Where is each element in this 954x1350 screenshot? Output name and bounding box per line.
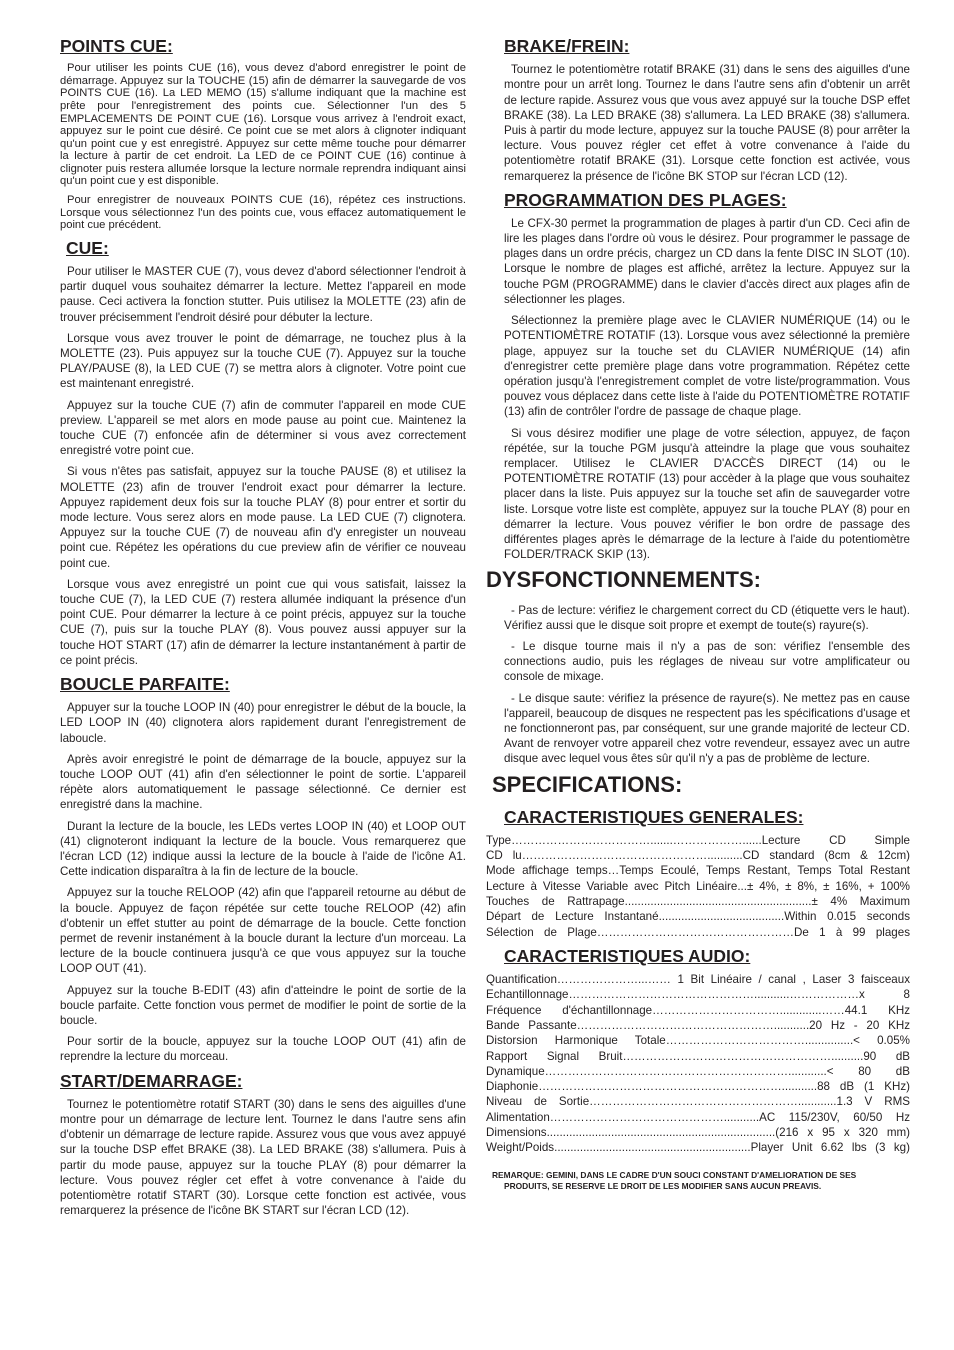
start-heading: START/DEMARRAGE: <box>60 1070 243 1091</box>
spec-row: CD lu…………………………………………...........CD standard (8cm & 12cm) <box>486 849 910 863</box>
brake-section <box>486 36 910 184</box>
paragraph: Pour utiliser les points CUE (16), vous devez d'abord enregistrer le point de démarrage. Appuyez sur la TOUCHE (15) afin de démarrer la sauvegarde de vos POINTS CUE (16). La LED MEMO (15) s'allume indiquant que la machine est prête pour l'enregistrement des points cue. Sélectionner l'un des 5 EMPLACEMENTS DE POINT CUE (16). Lorsque vous arrivez à l'endroit exact, appuyez sur le point cue désiré. Ce point cue se met alors à clignoter indiquant qu'un point cue y est enregistré. Appuyez sur cette même touche pour démarrer la lecture à partir de cet endroit. La LED de ce POINT CUE (16) continue à clignoter puis restera allumée lorsque la lecture normale reprendra indiquant ainsi qu'un point cue y est disponible. <box>60 62 466 188</box>
paragraph: Après avoir enregistré le point de démarrage de la boucle, appuyez sur la touche LOOP OUT (41) afin d'en sélectionner le point de sortie. L'appareil répète alors automatiquement le passage sélectionné. Ce dernier est enregistré dans la machine. <box>60 752 466 812</box>
start-section <box>60 1071 466 1219</box>
spec-row: Weight/Poids.............................................................Player Unit 6.62 lbs (3 kg) <box>486 1141 910 1155</box>
spec-row: Dynamique………………………………………………………............< 80 dB <box>486 1064 910 1078</box>
spec-row: Mode affichage temps…Temps Ecoulé, Temps Restant, Temps Total Restant <box>486 864 910 878</box>
paragraph: Pour utiliser le MASTER CUE (7), vous devez d'abord sélectionner l'endroit à partir duquel vous souhaitez démarrer la lecture. Mettez l'appareil en mode pause. Ceci activera la fonction stutter. Puis utilisez la MOLETTE (23) afin de trouver précisemment l'endroit désiré pour débuter la lecture. <box>60 264 466 324</box>
spec-row: Dimensions.......................................................................(216 x 95 x 320 mm) <box>486 1126 910 1140</box>
points-cue-section <box>60 36 466 232</box>
paragraph: Tournez le potentiomètre rotatif BRAKE (31) dans le sens des aiguilles d'une montre pour un arrêt long. Tournez le dans l'autre sens afin d'obtenir un arrêt de lecture rapide. Assurez vous que vous avez appuyé sur la touche DSP effet BRAKE (38). La LED BRAKE (38) s'allumera. La LED BRAKE (38) s'allumera. Puis à partir du mode lecture, appuyez sur la touche PAUSE (8) pour arrêter la lecture. Vous pouvez régler cet effet à votre convenance à l'aide du potentiomètre rotatif BRAKE (31). Lorsque cette fonction est activée, vous remarquerez la présence de l'icône BK STOP sur l'écran LCD (12). <box>504 63 910 183</box>
paragraph: Si vous n'êtes pas satisfait, appuyez sur la touche PAUSE (8) et utilisez la MOLETTE (23) afin de trouver l'endroit exact pour démarrer la lecture. Appuyez rapidement deux fois sur la touche PLAY (8) pour entrer et sortir du mode lecture. Vous serez alors en mode pause. La LED CUE (7) clignotera. Appuyez sur la touche CUE (7) de nouveau afin d'y enregister un nouveau point cue. Répétez les opérations du cue preview afin de vérifier ce nouveau point cue. <box>60 465 466 570</box>
spec-row: Fréquence d'échantillonnage…………………………….............……44.1 KHz <box>486 1003 910 1017</box>
paragraph: Durant la lecture de la boucle, les LEDs vertes LOOP IN (40) et LOOP OUT (41) clignoteront indiquant la lecture de la boucle. Vous remarquerez que l'écran LCD (12) indique aussi la lecture de la boucle à l'aide de l'icône A1. Cette indication disparaîtra à la fin de lecture de la boucle. <box>60 819 466 879</box>
boucle-heading: BOUCLE PARFAITE: <box>60 674 230 695</box>
spec-section <box>486 773 910 1192</box>
paragraph: Lorsque vous avez trouver le point de démarrage, ne touchez plus à la MOLETTE (23). Puis appuyez sur la touche CUE (7). Appuyez sur la touche PLAY/PAUSE (8), la LED CUE (7) se mettra alors à clignoter. Votre point cue est maintenant enregistré. <box>60 331 466 391</box>
paragraph: - Pas de lecture: vérifiez le chargement correct du CD (étiquette vers le haut). Vérifiez aussi que le disque soit propre et exempt de toute(s) rayure(s). <box>504 603 910 632</box>
right-column <box>486 36 910 1198</box>
paragraph: Pour sortir de la boucle, appuyez sur la touche LOOP OUT (41) afin de reprendre la lecture du morceau. <box>60 1035 466 1064</box>
prog-heading: PROGRAMMATION DES PLAGES: <box>504 189 787 210</box>
remark-note <box>486 1170 910 1192</box>
spec-row: Rapport Signal Bruit………………………………………………..........90 dB <box>486 1049 910 1063</box>
spec-row: Lecture à Vitesse Variable avec Pitch Linéaire...± 4%, ± 8%, ± 16%, + 100% <box>486 879 910 893</box>
paragraph: - Le disque tourne mais il n'y a pas de son: vérifiez l'ensemble des connections audio, puis les réglages de niveau sur votre amplificateur ou console de mixage. <box>504 639 910 684</box>
paragraph: Tournez le potentiomètre rotatif START (30) dans le sens des aiguilles d'une montre pour un démarrage de lecture lent. Tournez le dans l'autre sens afin d'obtenir un démarrage de lecture rapide. Assurez vous que vous avez appuyé sur la touche DSP effet BRAKE (38). La LED BRAKE (38) s'allumera. Puis à partir du mode pause, appuyez sur la touche PLAY (8) pour démarrer la lecture. Vous pouvez régler cet effet à votre convenance à l'aide du potentiomètre rotatif START (30). Lorsque cette fonction est activée, vous remarquerez la présence de l'icône BK START sur l'écran LCD (12). <box>60 1097 466 1218</box>
spec-row: Départ de Lecture Instantané.......................................Within 0.015 seconds <box>486 910 910 924</box>
spec-row: Distorsion Harmonique Totale………………………………...............< 0.05% <box>486 1034 910 1048</box>
paragraph: Si vous désirez modifier une plage de votre sélection, appuyez, de façon répétée, sur la touche PGM jusqu'à atteindre la plage que vous souhaitez remplacer. Utilisez le CLAVIER D'ACCÈS DIRECT (14) ou le POTENTIOMÈTRE ROTATIF (13) pour accèder à la plage que vous souhaitez placer dans la liste. Puis appuyez sur la touche set afin de sauvegarder votre liste. Lorsque votre liste est complète, appuyez sur la touche PLAY (8) pour en démarrer la lecture. Vous pouvez vérifier le bon ordre de passage des différentes plages après le démarrage de la lecture à l'aide du potentiomètre FOLDER/TRACK SKIP (13). <box>504 426 910 562</box>
left-column <box>60 36 466 1224</box>
spec-row: Type……………………………….......………………......Lecture CD Simple <box>486 833 910 847</box>
cue-section <box>60 238 466 668</box>
prog-section <box>486 190 910 563</box>
paragraph: Appuyez sur la touche CUE (7) afin de commuter l'appareil en mode CUE preview. L'appareil se met alors en mode pause au point cue. Maintenez la touche CUE (7) enfoncée afin de déterminer si vous avez correctement enregistré votre point cue. <box>60 398 466 458</box>
paragraph: Appuyer sur la touche LOOP IN (40) pour enregistrer le début de la boucle, la LED LOOP IN (40) clignotera alors rapidement durant l'enregistrement de laboucle. <box>60 701 466 745</box>
paragraph: Sélectionnez la première plage avec le CLAVIER NUMÉRIQUE (14) ou le POTENTIOMÈTRE ROTATIF (13). Lorsque vous avez sélectionné la première plage, appuyez sur la touche set du CLAVIER NUMÉRIQUE (14) afin d'enregistrer cette première plage dans votre programmation. Répétez cette opération jusqu'à l'enregistrement complet de votre liste/programmation. Vous pouvez vous déplacez dans cette liste à l'aide du POTENTIOMÈTRE ROTATIF (13) afin de contrôler l'ordre de passage de chaque plage. <box>504 314 910 419</box>
paragraph: - Le disque saute: vérifiez la présence de rayure(s). Ne mettez pas en cause l'appareil, beaucoup de disques ne respectent pas les spécifications d'usage et ne fonctionneront pas, par conséquent, sur une grande majorité de lecteur CD. Avant de renvoyer votre appareil chez votre revendeur, essayez avec un autre disque avec lequel vous êtes sûr qu'il n'y a pas de problème de lecture. <box>504 691 910 766</box>
paragraph: Pour enregistrer de nouveaux POINTS CUE (16), répétez ces instructions. Lorsque vous sélectionnez l'un des points cue, vous effacez automatiquement le point cue précédent. <box>60 194 466 232</box>
spec-row: Alimentation………………………………………...........AC 115/230V, 60/50 Hz <box>486 1110 910 1124</box>
spec-row: Diaphonie………………………………………………………...........88 dB (1 KHz) <box>486 1080 910 1094</box>
dys-heading: DYSFONCTIONNEMENTS: <box>486 567 761 593</box>
audio-spec-list <box>486 972 910 1156</box>
spec-row: Niveau de Sortie………………………………………………............1.3 V RMS <box>486 1095 910 1109</box>
boucle-section <box>60 674 466 1065</box>
points-cue-heading: POINTS CUE: <box>60 36 173 56</box>
audio-heading: CARACTERISTIQUES AUDIO: <box>504 945 751 966</box>
dys-section <box>486 568 910 766</box>
spec-heading: SPECIFICATIONS: <box>492 771 683 797</box>
spec-row: Quantification…………………...…… 1 Bit Linéaire / canal , Laser 3 faisceaux <box>486 973 910 987</box>
remark-line-2: PRODUITS, SE RESERVE LE DROIT DE LES MODIFIER SANS AUCUN PREAVIS. <box>504 1180 822 1191</box>
brake-heading: BRAKE/FREIN: <box>504 36 630 56</box>
remark-line-1: REMARQUE: GEMINI, DANS LE CADRE D'UN SOUCI CONSTANT D'AMELIORATION DE SES <box>492 1169 857 1180</box>
gen-spec-list <box>486 833 910 940</box>
spec-row: Touches de Rattrapage..........................................................± 4% Maximum <box>486 895 910 909</box>
cue-heading: CUE: <box>66 237 109 258</box>
paragraph: Le CFX-30 permet la programmation de plages à partir d'un CD. Ceci afin de lire les plages dans l'ordre où vous le désirez. Pour programmer le passage de plages dans un ordre précis, chargez un CD dans la fente DISC IN SLOT (10). Lorsque le nombre de plages est affiché, arrêtez la lecture. Appuyez sur la touche PGM (PROGRAMME) dans le clavier d'accès direct aux plages afin de sélectionner les plages. <box>504 216 910 306</box>
paragraph: Lorsque vous avez enregistré un point cue qui vous satisfait, laissez la touche CUE (7), la LED CUE (7) restera allumée indiquant la présence d'un point CUE. Pour démarrer la lecture à ce point précis, appuyez sur la touche CUE (7), puis sur la touche PLAY (8). Vous pouvez aussi appuyer sur la touche HOT START (17) afin de démarrer la lecture instantanément à partir de ce point précis. <box>60 577 466 667</box>
spec-row: Echantillonnage…………………………………………...........………………x 8 <box>486 988 910 1002</box>
paragraph: Appuyez sur la touche RELOOP (42) afin que l'appareil retourne au début de la boucle. Appuyez de façon répétée sur cette touche RELOOP (42) afin d'obtenir un effet stutter au point de démarrage de la boucle. Cette fonction permet de revenir instanément à la boucle durant la lecture d'un morceau. La lecture de la boucle continuera jusqu'à ce que vous appuyez sur la touche LOOP OUT (41). <box>60 886 466 976</box>
paragraph: Appuyez sur la touche B-EDIT (43) afin d'atteindre le point de sortie de la boucle parfaite. Cette fonction vous permet de modifier le point de sortie de la boucle. <box>60 983 466 1028</box>
spec-row: Sélection de Plage……………………………………………De 1 à 99 plages <box>486 925 910 939</box>
spec-row: Bande Passante……………………………………………...........20 Hz - 20 KHz <box>486 1018 910 1032</box>
gen-heading: CARACTERISTIQUES GENERALES: <box>504 806 804 827</box>
